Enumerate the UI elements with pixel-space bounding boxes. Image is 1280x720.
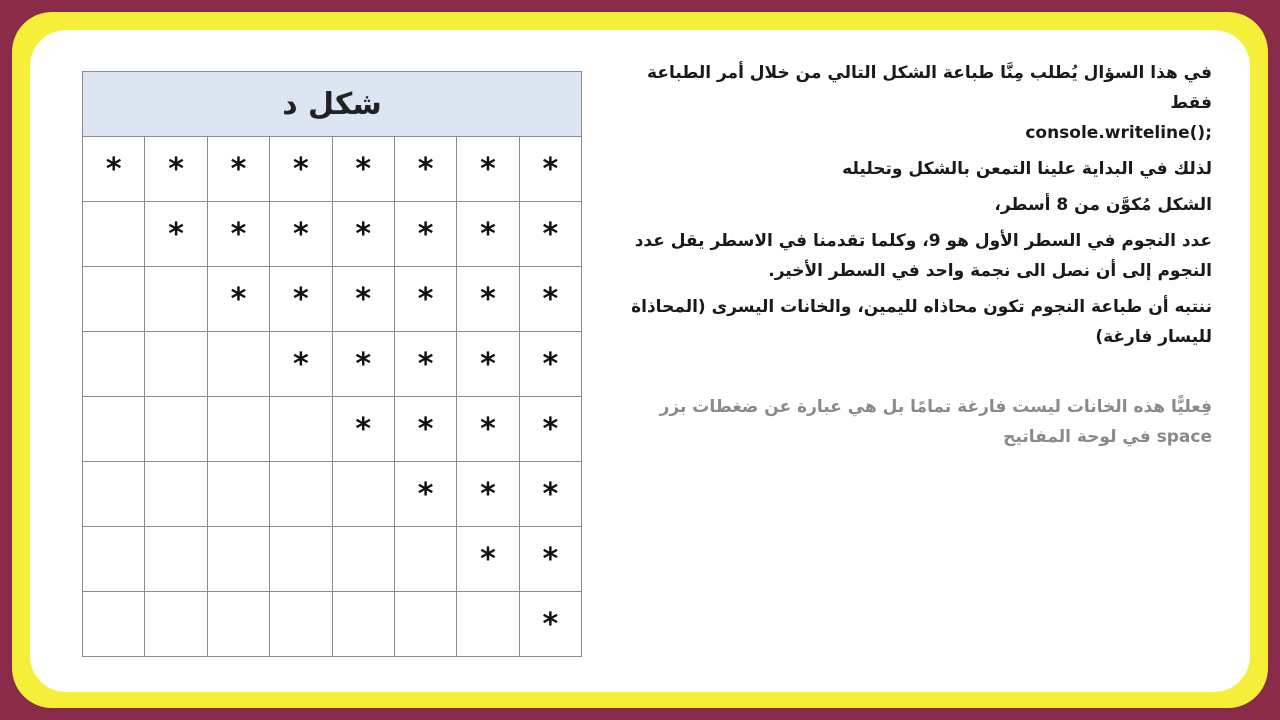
star-cell: * xyxy=(457,527,519,592)
star-cell: * xyxy=(270,202,332,267)
empty-cell xyxy=(207,462,269,527)
star-cell: * xyxy=(270,332,332,397)
star-cell: * xyxy=(519,462,581,527)
empty-cell xyxy=(207,397,269,462)
empty-cell xyxy=(394,592,456,657)
empty-cell xyxy=(145,332,207,397)
star-cell: * xyxy=(207,267,269,332)
star-cell: * xyxy=(394,462,456,527)
empty-cell xyxy=(83,332,145,397)
paragraph-analyze: لذلك في البداية علينا التمعن بالشكل وتحليله xyxy=(842,159,1212,179)
figure-title: شكل د xyxy=(83,72,582,137)
star-cell: * xyxy=(207,202,269,267)
star-row xyxy=(83,462,582,527)
star-cell: * xyxy=(457,202,519,267)
star-cell: * xyxy=(332,332,394,397)
star-row xyxy=(83,267,582,332)
star-cell: * xyxy=(207,137,269,202)
star-row xyxy=(83,137,582,202)
empty-cell xyxy=(145,527,207,592)
star-row xyxy=(83,202,582,267)
star-cell: * xyxy=(332,137,394,202)
star-cell: * xyxy=(457,137,519,202)
empty-cell xyxy=(332,527,394,592)
explanation-text xyxy=(620,58,1212,458)
empty-cell xyxy=(207,332,269,397)
empty-cell xyxy=(83,202,145,267)
star-cell: * xyxy=(519,332,581,397)
star-cell: * xyxy=(145,202,207,267)
star-row xyxy=(83,527,582,592)
empty-cell xyxy=(270,527,332,592)
code-snippet: console.writeline(); xyxy=(1025,123,1212,143)
star-row xyxy=(83,397,582,462)
empty-cell xyxy=(270,592,332,657)
empty-cell xyxy=(83,397,145,462)
star-cell: * xyxy=(519,397,581,462)
star-grid-body xyxy=(83,137,582,657)
star-cell: * xyxy=(457,332,519,397)
star-cell: * xyxy=(145,137,207,202)
star-cell: * xyxy=(394,202,456,267)
star-cell: * xyxy=(394,137,456,202)
empty-cell xyxy=(83,462,145,527)
empty-cell xyxy=(83,267,145,332)
star-cell: * xyxy=(457,397,519,462)
star-cell: * xyxy=(519,592,581,657)
empty-cell xyxy=(457,592,519,657)
star-cell: * xyxy=(519,137,581,202)
star-cell: * xyxy=(270,267,332,332)
paragraph-star-count: عدد النجوم في السطر الأول هو 9، وكلما تقدمنا في الاسطر يقل عدد النجوم إلى أن نصل الى نجمة واحد في السطر الأخير. xyxy=(634,231,1212,281)
empty-cell xyxy=(207,592,269,657)
empty-cell xyxy=(332,462,394,527)
empty-cell xyxy=(332,592,394,657)
paragraph-note: فِعليًّا هذه الخانات ليست فارغة تمامًا بل هي عبارة عن ضغطات بزر space في لوحة المفاتيح xyxy=(659,397,1212,447)
star-cell: * xyxy=(519,267,581,332)
star-cell: * xyxy=(519,202,581,267)
star-cell: * xyxy=(519,527,581,592)
star-figure xyxy=(82,71,582,657)
star-cell: * xyxy=(394,332,456,397)
empty-cell xyxy=(145,592,207,657)
empty-cell xyxy=(270,462,332,527)
star-cell: * xyxy=(332,202,394,267)
star-cell: * xyxy=(332,267,394,332)
star-cell: * xyxy=(270,137,332,202)
paragraph-rows: الشكل مُكوَّن من 8 أسطر، xyxy=(994,195,1212,215)
star-cell: * xyxy=(394,267,456,332)
empty-cell xyxy=(207,527,269,592)
paragraph-alignment: ننتبه أن طباعة النجوم تكون محاذاه لليمين، والخانات اليسرى (المحاذاة لليسار فارغة) xyxy=(631,297,1212,347)
empty-cell xyxy=(394,527,456,592)
intro-line: في هذا السؤال يُطلب مِنَّا طباعة الشكل التالي من خلال أمر الطباعة فقط xyxy=(647,63,1212,113)
star-row xyxy=(83,592,582,657)
star-cell: * xyxy=(332,397,394,462)
empty-cell xyxy=(83,527,145,592)
empty-cell xyxy=(270,397,332,462)
star-table xyxy=(82,71,582,657)
star-cell: * xyxy=(394,397,456,462)
star-cell: * xyxy=(457,462,519,527)
empty-cell xyxy=(145,397,207,462)
empty-cell xyxy=(83,592,145,657)
empty-cell xyxy=(145,267,207,332)
star-row xyxy=(83,332,582,397)
star-cell: * xyxy=(457,267,519,332)
empty-cell xyxy=(145,462,207,527)
paragraph-intro xyxy=(620,58,1212,148)
star-cell: * xyxy=(83,137,145,202)
